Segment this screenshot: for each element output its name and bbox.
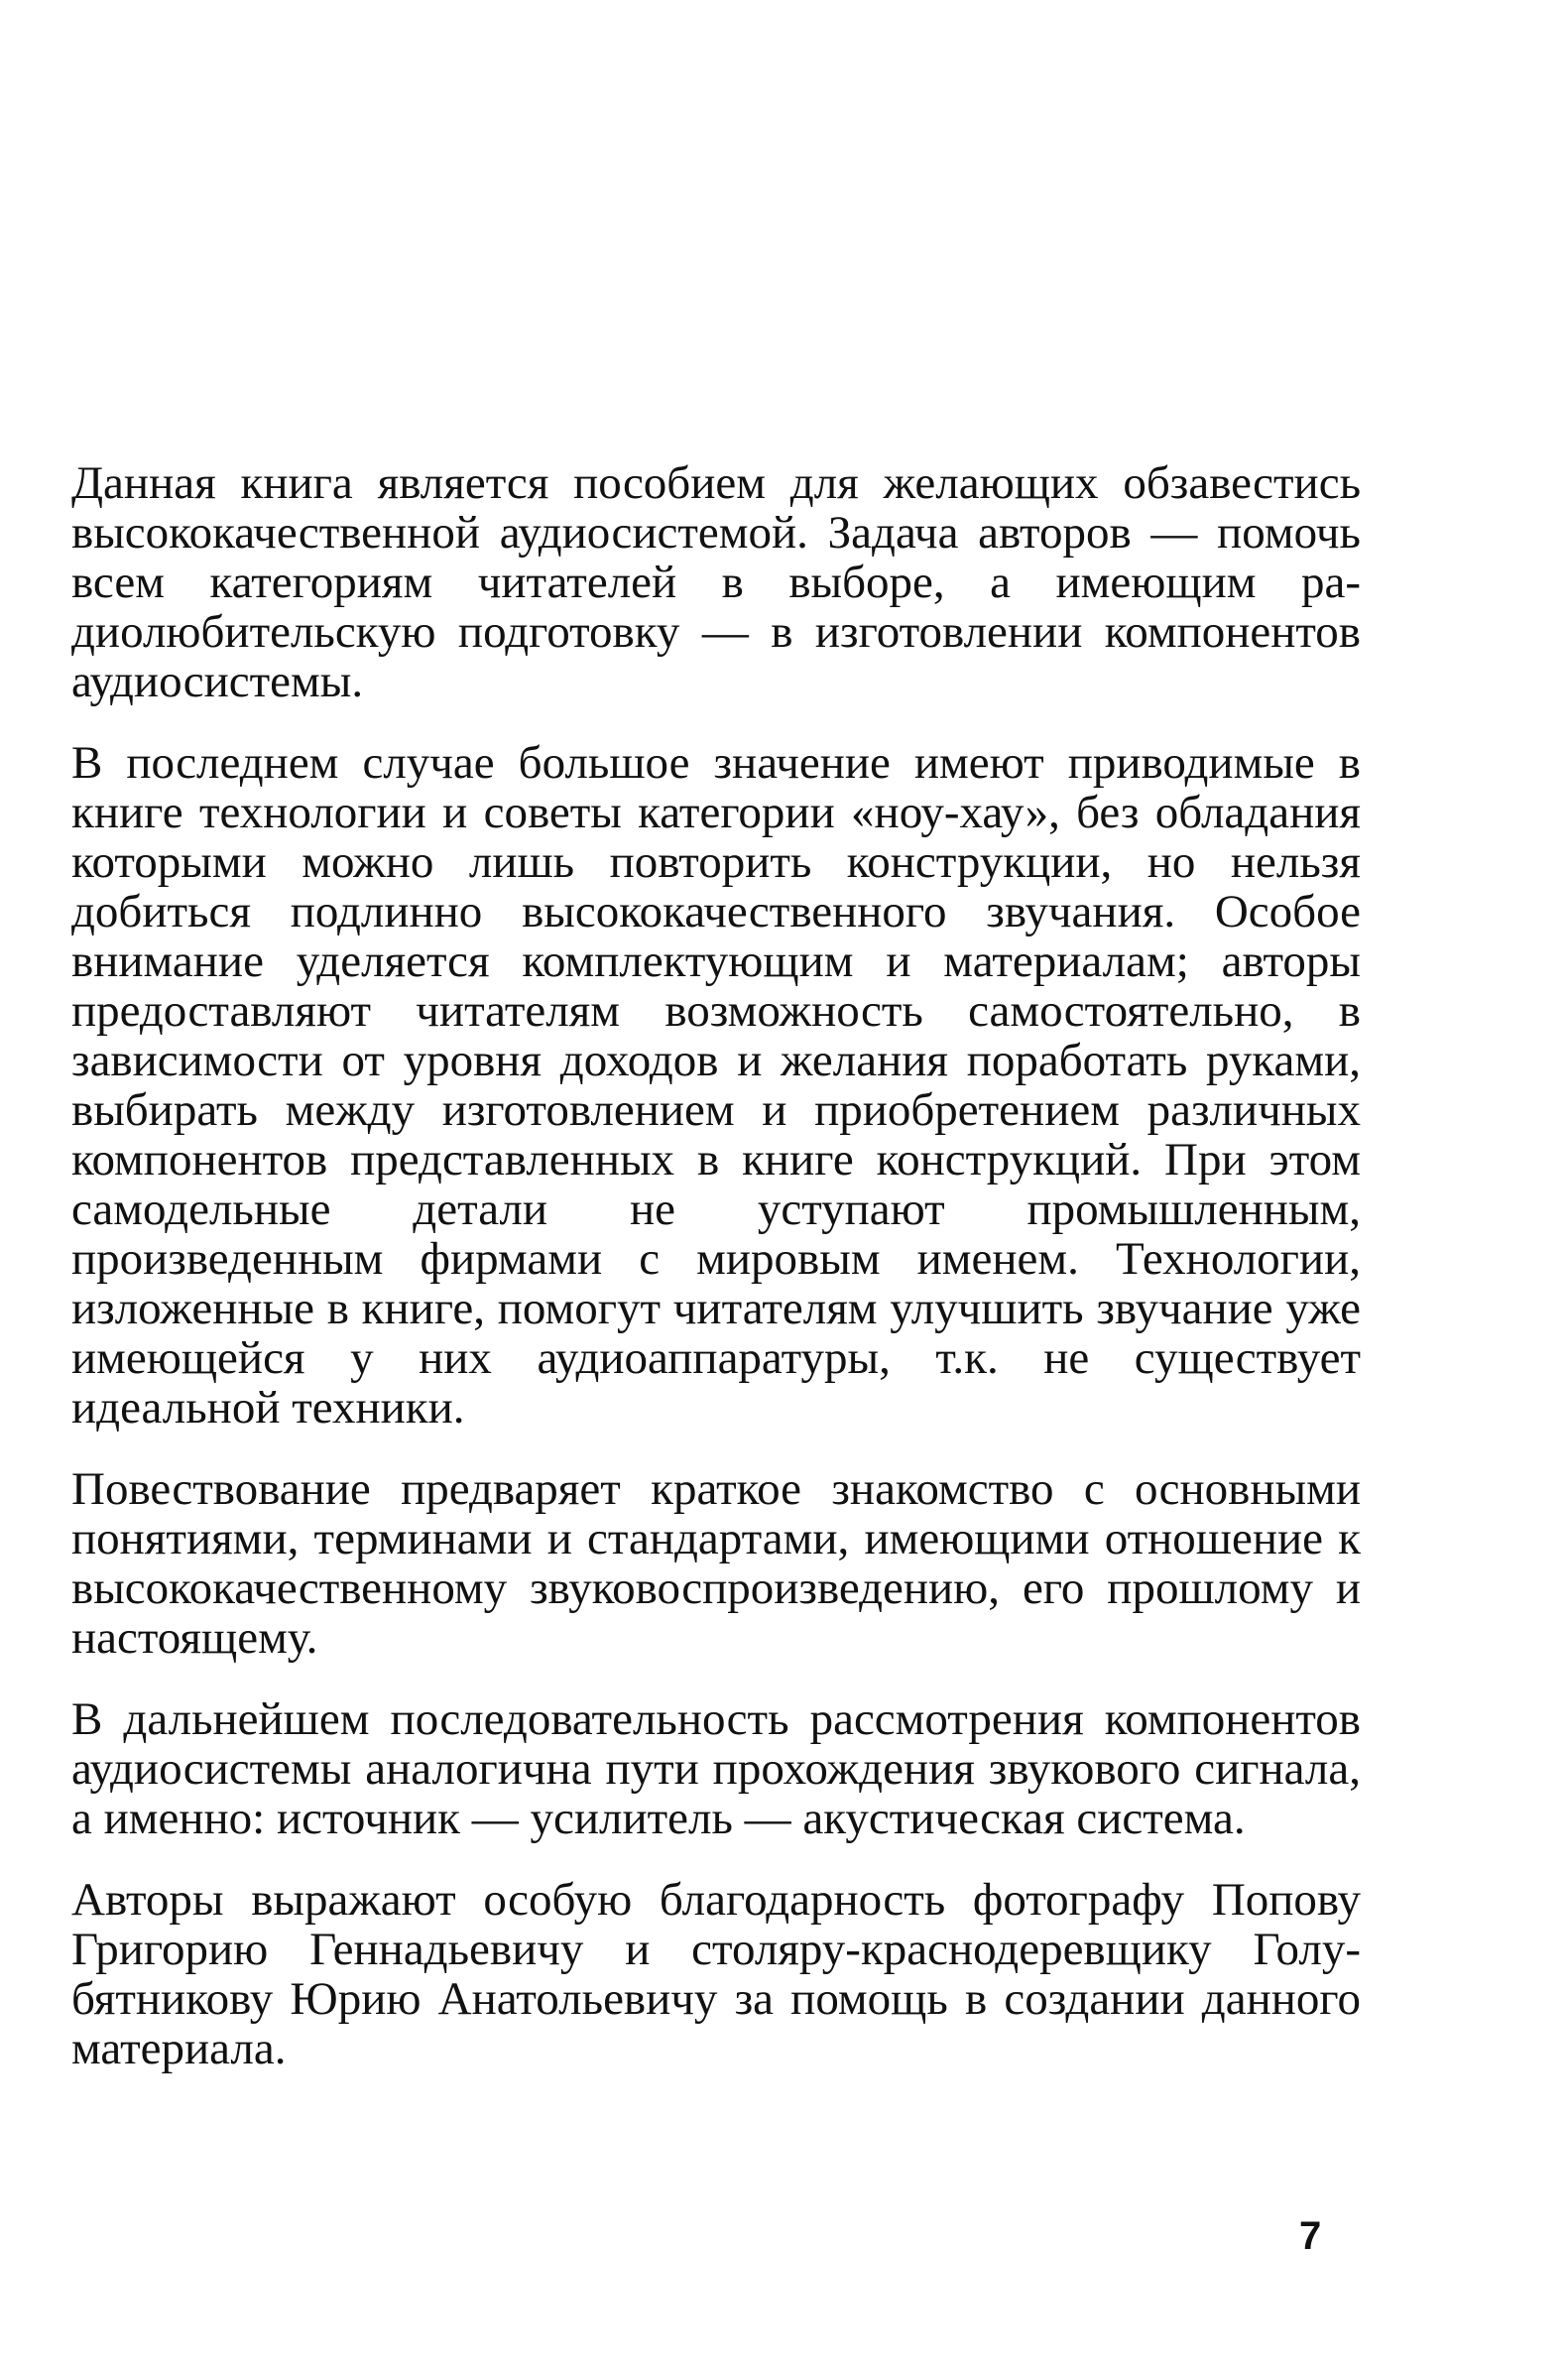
paragraph-overview: Повествование предваряет краткое знакомство с основными понятиями, терминами и стандартами, имеющими отношение к высококачественному звуковоспроизведению, его прошлому и настоящему. [71, 1463, 1361, 1664]
page-number: 7 [1299, 2214, 1322, 2258]
paragraph-know-how: В последнем случае большое значение имеют приводимые в книге технологии и советы категории «ноу-хау», без обладания которыми можно лишь повторить конструкции, но нельзя добиться подлинно высококачественного звучания. Особое внимание уделяется комплектующим и материалам; авторы предоставляют читателям возможность самостоятельно, в зависимости от уровня доходов и желания поработать руками, выбирать между изготовлением и приобретением различных компонентов представленных в книге конструкций. При этом самодельные детали не уступают промышленным, произведенным фирмами с мировым именем. Технологии, изложенные в книге, помогут читателям улучшить звучание уже имеющейся у них аудиоаппаратуры, т.к. не существует идеальной техники. [71, 737, 1361, 1434]
body-text [71, 458, 1361, 2105]
paragraph-acknowledgements: Авторы выражают особую благодарность фотографу Попову Григорию Геннадьевичу и столяру-краснодеревщику Голубятникову Юрию Анатольевичу за помощь в создании данного материала. [71, 1874, 1361, 2074]
paragraph-intro: Данная книга является пособием для желающих обзавестись высококачественной аудиосистемой. Задача авторов — помочь всем категориям читателей в выборе, а имеющим радиолюбительскую подготовку — в изготовлении компонентов аудиосистемы. [71, 457, 1361, 707]
paragraph-sequence: В дальнейшем последовательность рассмотрения компонентов аудиосистемы аналогична пути прохождения звукового сигнала, а именно: источник — усилитель — акустическая система. [71, 1693, 1361, 1844]
